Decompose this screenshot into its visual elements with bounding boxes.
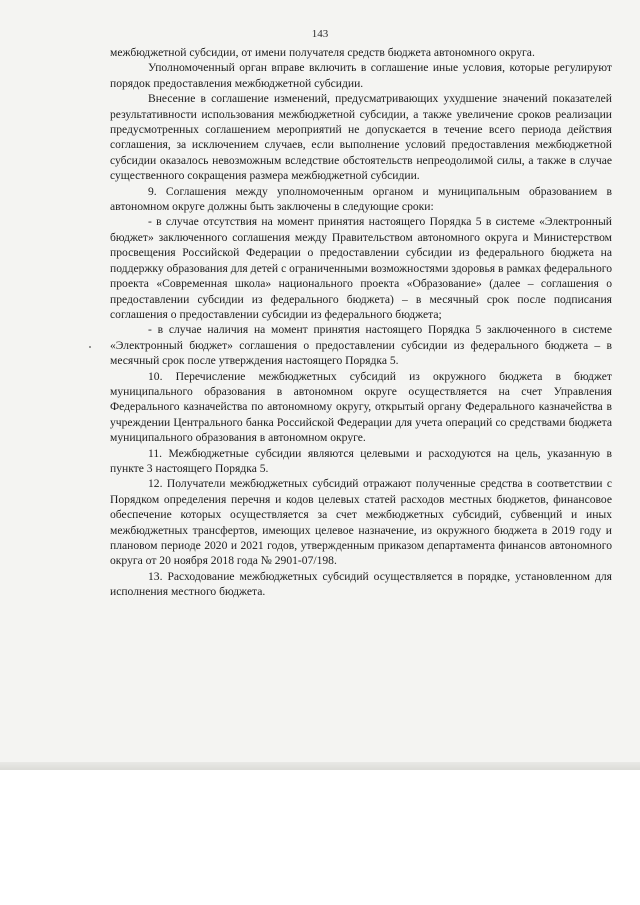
scan-bottom-edge <box>0 762 640 770</box>
paragraph-item-9-dash-1: - в случае отсутствия на момент принятия настоящего Порядка 5 в системе «Электронный бюджет» заключенного соглашения между Правительством автономного округа и Министерством просвещения Российской Федерации о предоставлении субсидии из федерального бюджета на поддержку образования для детей с ограниченными возможностями здоровья в рамках федерального проекта «Современная школа» национального проекта «Образование» (далее – соглашения о предоставлении субсидии из федерального бюджета) – в месячный срок после подписания соглашения о предоставлении субсидии из федерального бюджета; <box>110 215 612 321</box>
paragraph-item-9-dash-2: - в случае наличия на момент принятия настоящего Порядка 5 заключенного в системе «Электронный бюджет» соглашения о предоставлении субсидии из федерального бюджета – в месячный срок после утверждения настоящего Порядка 5. <box>110 323 612 368</box>
paragraph-item-9: 9. Соглашения между уполномоченным органом и муниципальным образованием в автономном округе должны быть заключены в следующие сроки: <box>110 184 612 214</box>
paragraph-agreement-conditions: Уполномоченный орган вправе включить в соглашение иные условия, которые регулируют порядок предоставления межбюджетной субсидии. <box>110 61 612 90</box>
paragraph-item-11: 11. Межбюджетные субсидии являются целевыми и расходуются на цель, указанную в пункте 3 настоящего Порядка 5. <box>110 446 612 475</box>
paragraph-item-12: 12. Получатели межбюджетных субсидий отражают полученные средства в соответствии с Порядком определения перечня и кодов целевых статей расходов местных бюджетов, финансовое обеспечение которых осуществляется за счет межбюджетных субсидий, субвенций и иных межбюджетных трансфертов, имеющих целевое назначение, из окружного бюджета в 2019 году и плановом периоде 2020 и 2021 годов, утвержденным приказом департамента финансов автономного округа от 20 ноября 2018 года № 2901-07/198. <box>110 477 612 568</box>
paragraph-agreement-changes: Внесение в соглашение изменений, предусматривающих ухудшение значений показателей результативности использования межбюджетной субсидии, а также увеличение сроков реализации предусмотренных соглашением мероприятий не допускается в течение всего периода действия соглашения, за исключением случаев, если выполнение условий предоставления межбюджетной субсидии оказалось невозможным вследствие обстоятельств непреодолимой силы, а также в случае существенного сокращения размера межбюджетной субсидии. <box>110 92 612 183</box>
document-body <box>110 45 612 600</box>
page-number: 143 <box>311 28 329 40</box>
paragraph-continuation: межбюджетной субсидии, от имени получателя средств бюджета автономного округа. <box>110 46 535 59</box>
paragraph-item-10: 10. Перечисление межбюджетных субсидий из окружного бюджета в бюджет муниципального образования в автономном округе осуществляется на счет Управления Федерального казначейства по автономному округу, открытый органу Федерального казначейства в учреждении Центрального банка Российской Федерации для учета операций со средствами бюджета муниципального образования в автономном округе. <box>110 369 612 445</box>
paragraph-item-13: 13. Расходование межбюджетных субсидий осуществляется в порядке, установленном для исполнения местного бюджета. <box>110 569 612 599</box>
margin-mark <box>89 346 91 348</box>
